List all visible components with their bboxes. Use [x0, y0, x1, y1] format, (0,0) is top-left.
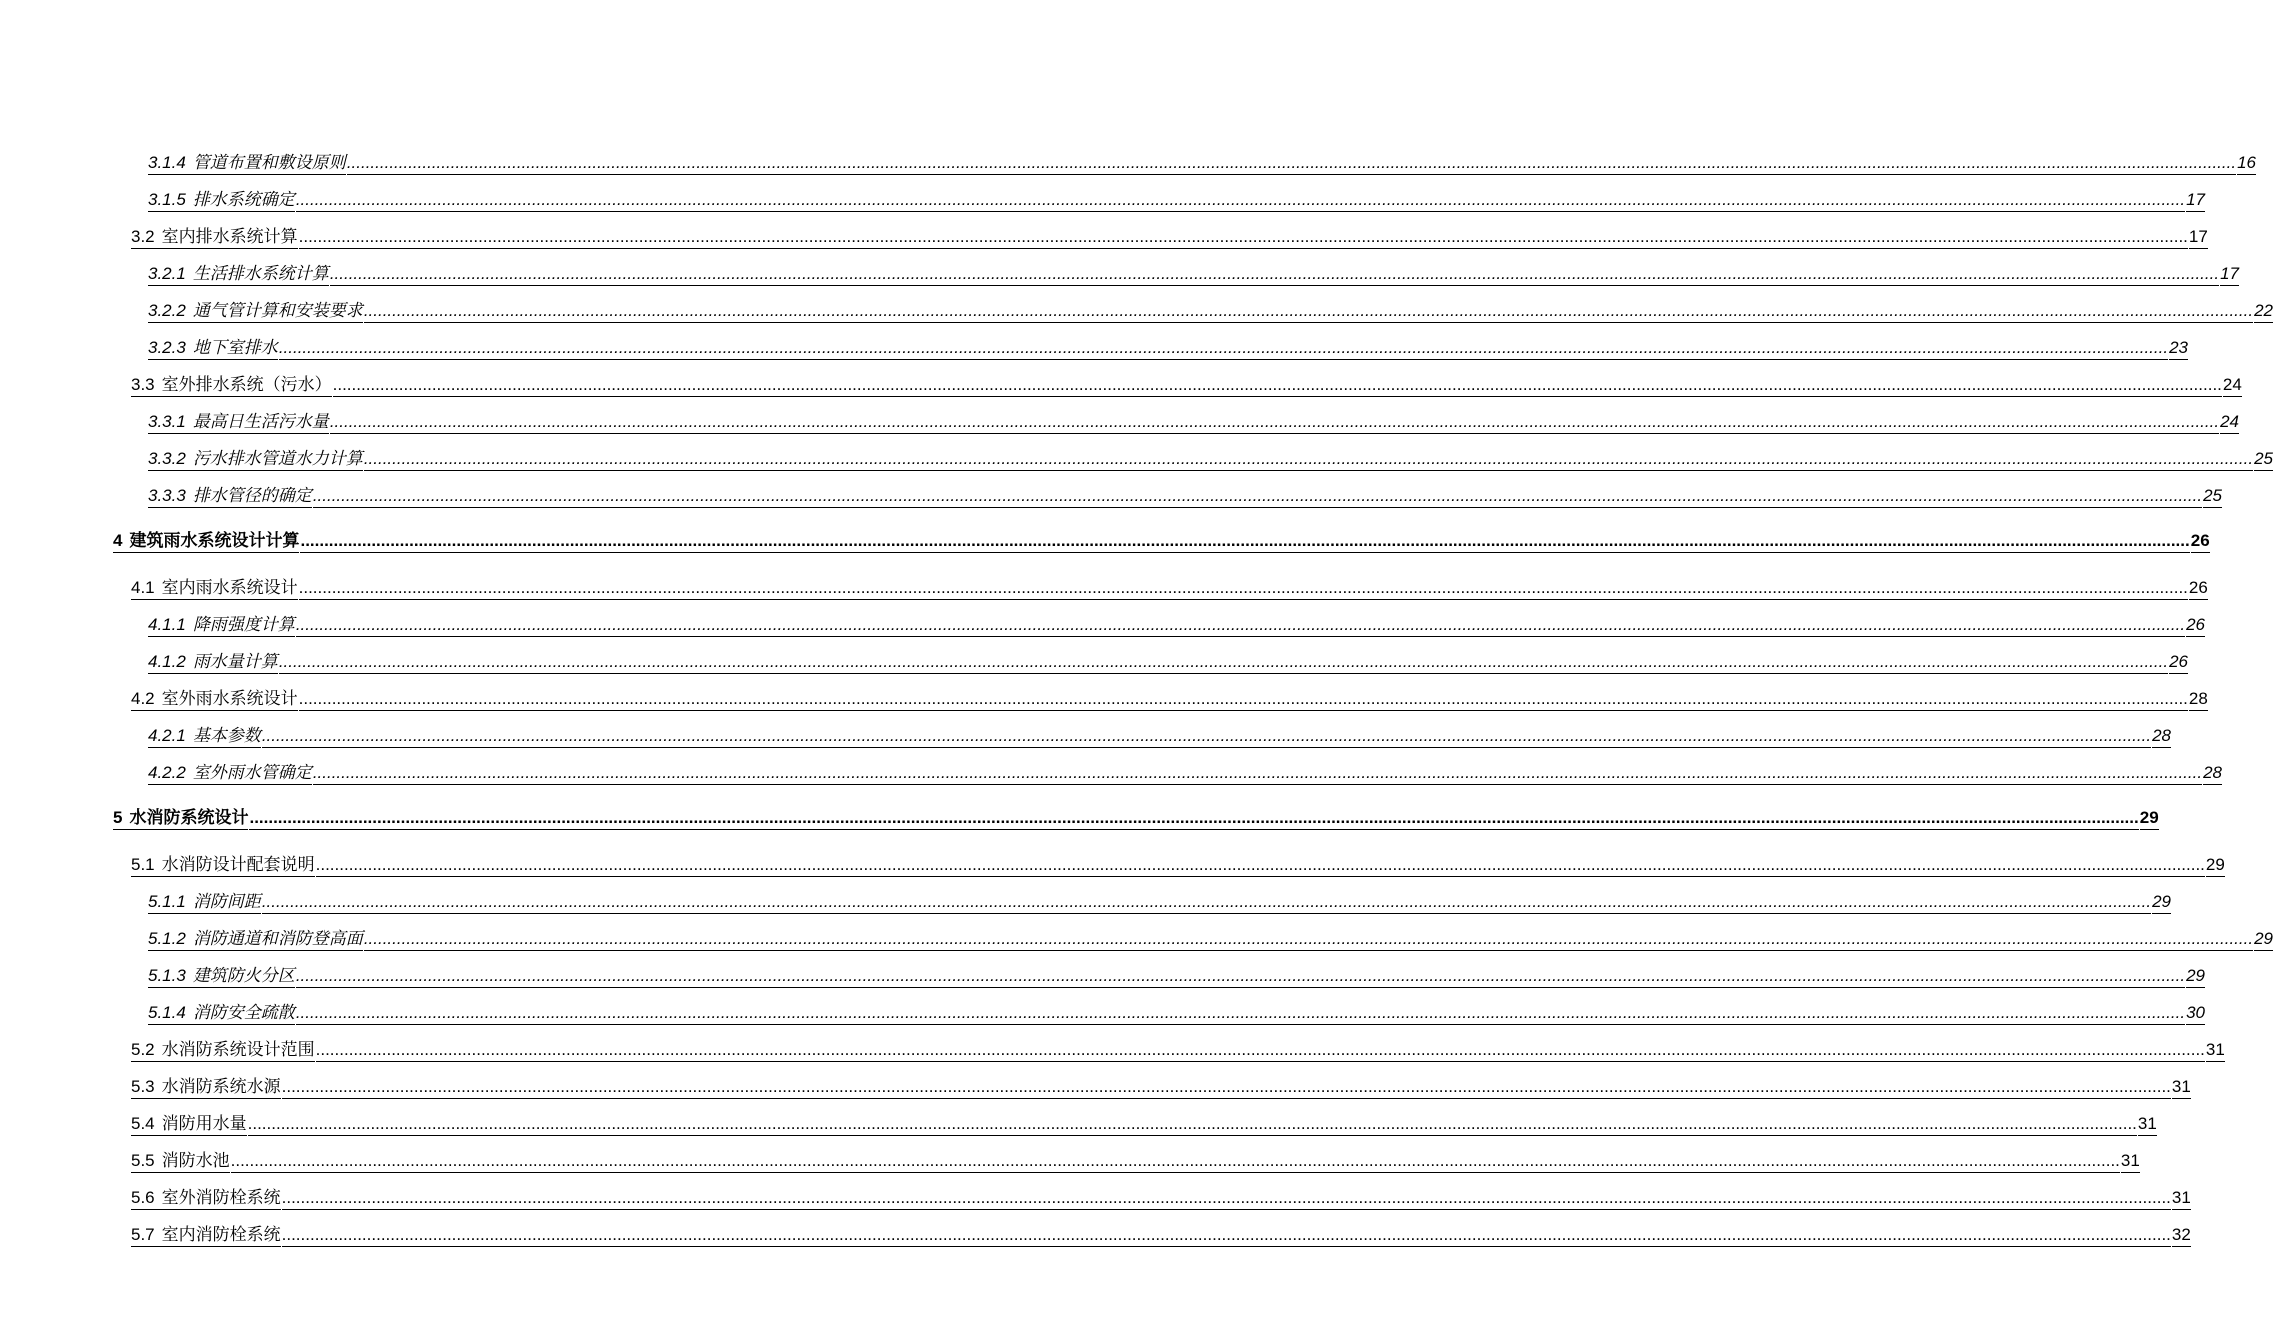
toc-entry-page-number: 31	[2206, 1040, 2225, 1062]
toc-entry-number: 5	[113, 808, 123, 827]
toc-entry-number: 4.2.1	[148, 726, 186, 745]
toc-entry-page-number: 31	[2138, 1114, 2157, 1136]
toc-entry-page-number: 28	[2203, 763, 2222, 785]
toc-dot-leader: ................................................................................................................................................................................................................................................................................................................................................................................................................	[316, 855, 2205, 877]
toc-entry-title: 降雨强度计算	[192, 615, 295, 634]
toc-dot-leader: ................................................................................................................................................................................................................................................................................................................................................................................................................	[296, 615, 2185, 637]
toc-dot-leader: ................................................................................................................................................................................................................................................................................................................................................................................................................	[364, 449, 2253, 471]
toc-entry-label	[148, 887, 261, 914]
toc-entry[interactable]	[148, 145, 2256, 175]
toc-dot-leader: ................................................................................................................................................................................................................................................................................................................................................................................................................	[316, 1040, 2205, 1062]
toc-entry[interactable]	[148, 958, 2205, 988]
toc-entry-label	[131, 222, 298, 249]
toc-entry[interactable]	[148, 995, 2205, 1025]
toc-dot-leader: ................................................................................................................................................................................................................................................................................................................................................................................................................	[279, 338, 2168, 360]
toc-entry-number: 3.2.2	[148, 301, 186, 320]
toc-entry[interactable]	[131, 1143, 2140, 1173]
toc-dot-leader: ................................................................................................................................................................................................................................................................................................................................................................................................................	[282, 1225, 2171, 1247]
toc-entry-title: 消防用水量	[161, 1114, 247, 1133]
toc-dot-leader: ................................................................................................................................................................................................................................................................................................................................................................................................................	[330, 412, 2219, 434]
toc-entry-label	[148, 259, 329, 286]
toc-entry-page-number: 32	[2172, 1225, 2191, 1247]
toc-entry-number: 5.1.1	[148, 892, 186, 911]
toc-dot-leader: ................................................................................................................................................................................................................................................................................................................................................................................................................	[347, 153, 2236, 175]
toc-entry-number: 4.1	[131, 578, 155, 597]
toc-dot-leader: ................................................................................................................................................................................................................................................................................................................................................................................................................	[299, 578, 2188, 600]
toc-entry-label	[131, 1220, 281, 1247]
toc-entry-page-number: 29	[2140, 808, 2159, 830]
toc-entry-number: 5.5	[131, 1151, 155, 1170]
toc-entry-title: 最高日生活污水量	[192, 412, 329, 431]
toc-entry-number: 5.1.2	[148, 929, 186, 948]
toc-entry[interactable]	[131, 570, 2208, 600]
toc-dot-leader: ................................................................................................................................................................................................................................................................................................................................................................................................................	[248, 1114, 2137, 1136]
toc-entry-label	[131, 1072, 281, 1099]
toc-entry[interactable]	[148, 182, 2205, 212]
toc-entry[interactable]	[131, 1069, 2191, 1099]
toc-entry-page-number: 31	[2172, 1077, 2191, 1099]
toc-dot-leader: ................................................................................................................................................................................................................................................................................................................................................................................................................	[333, 375, 2222, 397]
toc-dot-leader: ................................................................................................................................................................................................................................................................................................................................................................................................................	[279, 652, 2168, 674]
toc-entry-label	[131, 850, 315, 877]
toc-entry-number: 3.2.3	[148, 338, 186, 357]
toc-entry[interactable]	[131, 681, 2208, 711]
toc-entry-title: 通气管计算和安装要求	[192, 301, 363, 320]
toc-entry-title: 建筑雨水系统设计计算	[129, 531, 300, 550]
toc-entry[interactable]	[148, 404, 2239, 434]
toc-entry-label	[148, 758, 312, 785]
toc-entry[interactable]	[131, 367, 2242, 397]
toc-dot-leader: ................................................................................................................................................................................................................................................................................................................................................................................................................	[282, 1077, 2171, 1099]
toc-entry-page-number: 17	[2220, 264, 2239, 286]
toc-entry-label	[148, 444, 363, 471]
toc-entry[interactable]	[148, 293, 2273, 323]
toc-entry-page-number: 31	[2172, 1188, 2191, 1210]
toc-entry-title: 水消防系统设计范围	[161, 1040, 315, 1059]
toc-entry-label	[131, 573, 298, 600]
toc-entry[interactable]	[131, 1106, 2157, 1136]
toc-entry-title: 生活排水系统计算	[192, 264, 329, 283]
toc-entry[interactable]	[131, 219, 2208, 249]
toc-entry-number: 4.2.2	[148, 763, 186, 782]
toc-entry-number: 3.3.3	[148, 486, 186, 505]
toc-entry[interactable]	[131, 1217, 2191, 1247]
toc-entry-page-number: 26	[2169, 652, 2188, 674]
toc-entry-number: 5.3	[131, 1077, 155, 1096]
toc-entry-number: 3.1.4	[148, 153, 186, 172]
toc-entry-number: 3.2	[131, 227, 155, 246]
toc-entry-label	[131, 370, 332, 397]
toc-entry-page-number: 29	[2206, 855, 2225, 877]
toc-dot-leader: ................................................................................................................................................................................................................................................................................................................................................................................................................	[262, 892, 2151, 914]
toc-entry-number: 4.2	[131, 689, 155, 708]
toc-entry-title: 室外雨水管确定	[192, 763, 312, 782]
toc-entry[interactable]	[148, 718, 2171, 748]
toc-entry-label	[131, 1035, 315, 1062]
toc-entry-number: 3.3.1	[148, 412, 186, 431]
toc-entry-title: 消防水池	[161, 1151, 230, 1170]
toc-entry-page-number: 23	[2169, 338, 2188, 360]
toc-entry[interactable]	[148, 644, 2188, 674]
toc-entry[interactable]	[148, 755, 2222, 785]
toc-entry-label	[148, 647, 278, 674]
toc-entry-number: 5.1.3	[148, 966, 186, 985]
toc-entry-page-number: 25	[2203, 486, 2222, 508]
toc-entry-title: 管道布置和敷设原则	[192, 153, 346, 172]
toc-entry-label	[148, 610, 295, 637]
toc-entry-page-number: 28	[2189, 689, 2208, 711]
toc-entry-label	[131, 1146, 230, 1173]
toc-entry-page-number: 22	[2254, 301, 2273, 323]
toc-entry[interactable]	[131, 1180, 2191, 1210]
toc-entry-number: 3.1.5	[148, 190, 186, 209]
toc-dot-leader: ................................................................................................................................................................................................................................................................................................................................................................................................................	[313, 763, 2202, 785]
toc-dot-leader: ................................................................................................................................................................................................................................................................................................................................................................................................................	[296, 1003, 2185, 1025]
toc-entry-title: 室内雨水系统设计	[161, 578, 298, 597]
toc-entry-page-number: 24	[2223, 375, 2242, 397]
toc-entry-title: 基本参数	[192, 726, 261, 745]
toc-dot-leader: ................................................................................................................................................................................................................................................................................................................................................................................................................	[299, 689, 2188, 711]
toc-entry-label	[148, 296, 363, 323]
toc-entry-label	[131, 684, 298, 711]
toc-entry-label	[148, 407, 329, 434]
toc-entry-page-number: 26	[2191, 531, 2210, 553]
toc-entry-number: 4	[113, 531, 123, 550]
toc-entry-title: 地下室排水	[192, 338, 278, 357]
toc-entry-page-number: 17	[2189, 227, 2208, 249]
toc-entry-page-number: 29	[2186, 966, 2205, 988]
toc-entry-title: 排水管径的确定	[192, 486, 312, 505]
toc-entry-page-number: 17	[2186, 190, 2205, 212]
toc-entry[interactable]	[148, 921, 2273, 951]
toc-entry[interactable]	[148, 478, 2222, 508]
toc-entry-number: 5.4	[131, 1114, 155, 1133]
toc-entry-number: 3.3.2	[148, 449, 186, 468]
toc-entry[interactable]	[131, 1032, 2225, 1062]
toc-entry-title: 水消防设计配套说明	[161, 855, 315, 874]
toc-dot-leader: ................................................................................................................................................................................................................................................................................................................................................................................................................	[299, 227, 2188, 249]
toc-dot-leader: ................................................................................................................................................................................................................................................................................................................................................................................................................	[249, 808, 2138, 830]
toc-entry-page-number: 29	[2152, 892, 2171, 914]
toc-entry-title: 室内消防栓系统	[161, 1225, 281, 1244]
toc-dot-leader: ................................................................................................................................................................................................................................................................................................................................................................................................................	[364, 929, 2253, 951]
toc-entry[interactable]	[113, 800, 2159, 830]
toc-entry-label	[148, 924, 363, 951]
toc-entry-title: 建筑防火分区	[192, 966, 295, 985]
toc-entry-label	[148, 333, 278, 360]
toc-entry-label	[131, 1183, 281, 1210]
toc-entry-page-number: 31	[2121, 1151, 2140, 1173]
toc-entry-title: 消防通道和消防登高面	[192, 929, 363, 948]
toc-entry-title: 雨水量计算	[192, 652, 278, 671]
toc-entry-title: 消防安全疏散	[192, 1003, 295, 1022]
toc-entry-number: 3.2.1	[148, 264, 186, 283]
toc-entry-number: 5.1	[131, 855, 155, 874]
toc-entry-title: 室外雨水系统设计	[161, 689, 298, 708]
toc-entry[interactable]	[148, 884, 2171, 914]
toc-entry-label	[113, 526, 299, 553]
toc-entry-page-number: 30	[2186, 1003, 2205, 1025]
toc-entry-label	[131, 1109, 247, 1136]
toc-dot-leader: ................................................................................................................................................................................................................................................................................................................................................................................................................	[282, 1188, 2171, 1210]
toc-dot-leader: ................................................................................................................................................................................................................................................................................................................................................................................................................	[262, 726, 2151, 748]
toc-dot-leader: ................................................................................................................................................................................................................................................................................................................................................................................................................	[296, 190, 2185, 212]
toc-entry-page-number: 26	[2186, 615, 2205, 637]
toc-entry-number: 4.1.1	[148, 615, 186, 634]
toc-entry[interactable]	[131, 847, 2225, 877]
toc-dot-leader: ................................................................................................................................................................................................................................................................................................................................................................................................................	[300, 531, 2189, 553]
toc-entry-page-number: 28	[2152, 726, 2171, 748]
toc-entry-label	[148, 721, 261, 748]
toc-entry[interactable]	[148, 330, 2188, 360]
toc-entry-title: 消防间距	[192, 892, 261, 911]
toc-entry-page-number: 29	[2254, 929, 2273, 951]
toc-entry-title: 室内排水系统计算	[161, 227, 298, 246]
toc-entry-label	[148, 185, 295, 212]
toc-entry-title: 水消防系统水源	[161, 1077, 281, 1096]
toc-entry-title: 排水系统确定	[192, 190, 295, 209]
toc-entry[interactable]	[148, 256, 2239, 286]
toc-entry-title: 水消防系统设计	[129, 808, 249, 827]
toc-entry-page-number: 25	[2254, 449, 2273, 471]
toc-dot-leader: ................................................................................................................................................................................................................................................................................................................................................................................................................	[231, 1151, 2120, 1173]
toc-entry-title: 室外消防栓系统	[161, 1188, 281, 1207]
toc-entry-number: 5.1.4	[148, 1003, 186, 1022]
toc-entry[interactable]	[113, 523, 2210, 553]
toc-entry-title: 室外排水系统（污水）	[161, 375, 332, 394]
toc-entry-number: 5.6	[131, 1188, 155, 1207]
toc-entry-label	[148, 998, 295, 1025]
toc-entry-label	[148, 148, 346, 175]
toc-entry[interactable]	[148, 441, 2273, 471]
toc-entry-number: 5.2	[131, 1040, 155, 1059]
toc-dot-leader: ................................................................................................................................................................................................................................................................................................................................................................................................................	[364, 301, 2253, 323]
toc-dot-leader: ................................................................................................................................................................................................................................................................................................................................................................................................................	[330, 264, 2219, 286]
toc-entry-number: 5.7	[131, 1225, 155, 1244]
toc-entry-page-number: 16	[2237, 153, 2256, 175]
toc-entry-title: 污水排水管道水力计算	[192, 449, 363, 468]
toc-entry[interactable]	[148, 607, 2205, 637]
toc-entry-number: 3.3	[131, 375, 155, 394]
toc-entry-page-number: 24	[2220, 412, 2239, 434]
toc-entry-page-number: 26	[2189, 578, 2208, 600]
toc-entry-number: 4.1.2	[148, 652, 186, 671]
toc-entry-label	[148, 481, 312, 508]
toc-entry-label	[113, 803, 248, 830]
toc-dot-leader: ................................................................................................................................................................................................................................................................................................................................................................................................................	[313, 486, 2202, 508]
toc-dot-leader: ................................................................................................................................................................................................................................................................................................................................................................................................................	[296, 966, 2185, 988]
toc-entry-label	[148, 961, 295, 988]
